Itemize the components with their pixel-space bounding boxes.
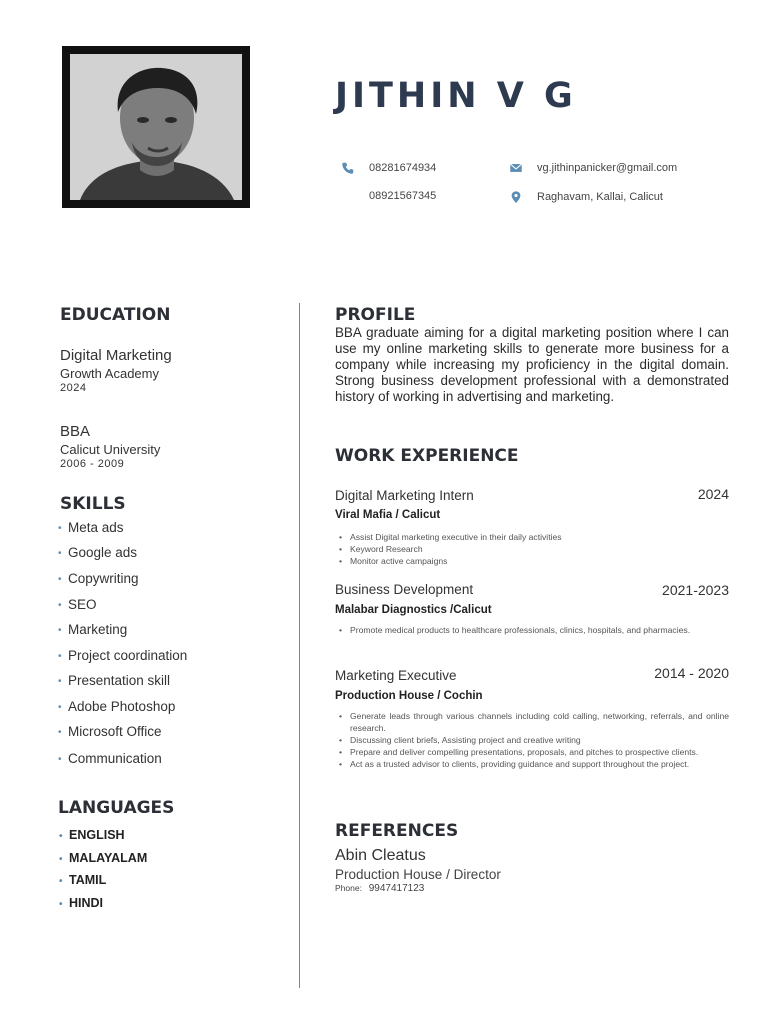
skill-item: • Google ads [58, 545, 138, 560]
language-item: • TAMIL [59, 873, 107, 887]
reference-phone-label: Phone: [335, 883, 362, 893]
job-year: 2024 [697, 486, 729, 502]
job-duties [335, 531, 729, 567]
job-year: 2014 - 2020 [654, 665, 729, 681]
education-degree: Digital Marketing [60, 347, 172, 364]
reference-name: Abin Cleatus [335, 847, 426, 864]
duty-item: • Assist Digital marketing executive in their daily activities [335, 531, 729, 543]
job-title: Marketing Executive [335, 668, 457, 683]
profile-photo [62, 46, 250, 208]
reference-role: Production House / Director [335, 867, 501, 882]
duty-item: • Discussing client briefs, Assisting project and creative writing [335, 734, 729, 746]
skill-item: • Adobe Photoshop [58, 699, 176, 714]
duty-item: • Prepare and deliver compelling presentations, proposals, and pitches to prospective clients. [335, 746, 729, 758]
location-pin-icon [509, 190, 523, 204]
skill-item: • Marketing [58, 622, 128, 637]
profile-summary: BBA graduate aiming for a digital marketing position where I can use my online marketing skills to generate more business for a company while increasing my proficiency in the digital domain. Strong business development professional with a demonstrated history of working in advertising and marketing. [335, 325, 729, 404]
education-school: Growth Academy [60, 366, 159, 381]
job-duties [335, 624, 729, 636]
skill-item: • Copywriting [58, 571, 139, 586]
phone-contact-2 [369, 190, 436, 202]
education-degree: BBA [60, 423, 91, 440]
skill-item: • Project coordination [58, 648, 188, 663]
skill-item: • SEO [58, 597, 97, 612]
work-experience-heading: WORK EXPERIENCE [335, 446, 519, 466]
duty-item: • Monitor active campaigns [335, 555, 729, 567]
education-year: 2006 - 2009 [60, 458, 125, 470]
skill-item: • Presentation skill [58, 673, 171, 688]
job-company: Production House / Cochin [335, 690, 483, 702]
reference-phone [335, 883, 424, 894]
job-company: Malabar Diagnostics /Calicut [335, 604, 492, 616]
phone-icon [341, 161, 355, 175]
address-contact [509, 190, 663, 204]
education-year: 2024 [60, 382, 87, 394]
email-address[interactable]: vg.jithinpanicker@gmail.com [537, 162, 678, 174]
skill-item: • Meta ads [58, 520, 124, 535]
job-title: Digital Marketing Intern [335, 488, 474, 503]
reference-phone-number: 9947417123 [368, 883, 425, 894]
phone-number-2: 08921567345 [369, 190, 437, 202]
column-divider [299, 303, 300, 988]
profile-heading: PROFILE [335, 305, 416, 325]
job-duties [335, 710, 729, 770]
portrait-image [70, 54, 242, 200]
job-year: 2021-2023 [662, 582, 729, 598]
language-item: • HINDI [59, 896, 104, 910]
language-item: • MALAYALAM [59, 851, 148, 865]
education-heading: EDUCATION [60, 305, 171, 325]
skill-item: • Microsoft Office [58, 724, 162, 739]
email-contact [509, 161, 677, 175]
job-company: Viral Mafia / Calicut [335, 509, 441, 521]
language-item: • ENGLISH [59, 828, 125, 842]
home-address: Raghavam, Kallai, Calicut [537, 191, 663, 203]
job-title: Business Development [335, 582, 474, 597]
education-school: Calicut University [60, 442, 161, 457]
phone-number-1: 08281674934 [369, 162, 437, 174]
skills-heading: SKILLS [60, 494, 126, 514]
duty-item: • Generate leads through various channels including cold calling, networking, referrals, and online research. [335, 710, 729, 734]
duty-item: • Promote medical products to healthcare professionals, clinics, hospitals, and pharmacies. [335, 624, 729, 636]
candidate-name: JITHIN V G [335, 76, 577, 116]
duty-item: • Act as a trusted advisor to clients, providing guidance and support throughout the project. [335, 758, 729, 770]
skill-item: • Communication [58, 751, 162, 766]
references-heading: REFERENCES [335, 821, 459, 841]
mail-icon [509, 161, 523, 175]
phone-contact-1 [341, 161, 436, 175]
duty-item: • Keyword Research [335, 543, 729, 555]
languages-heading: LANGUAGES [58, 798, 175, 818]
